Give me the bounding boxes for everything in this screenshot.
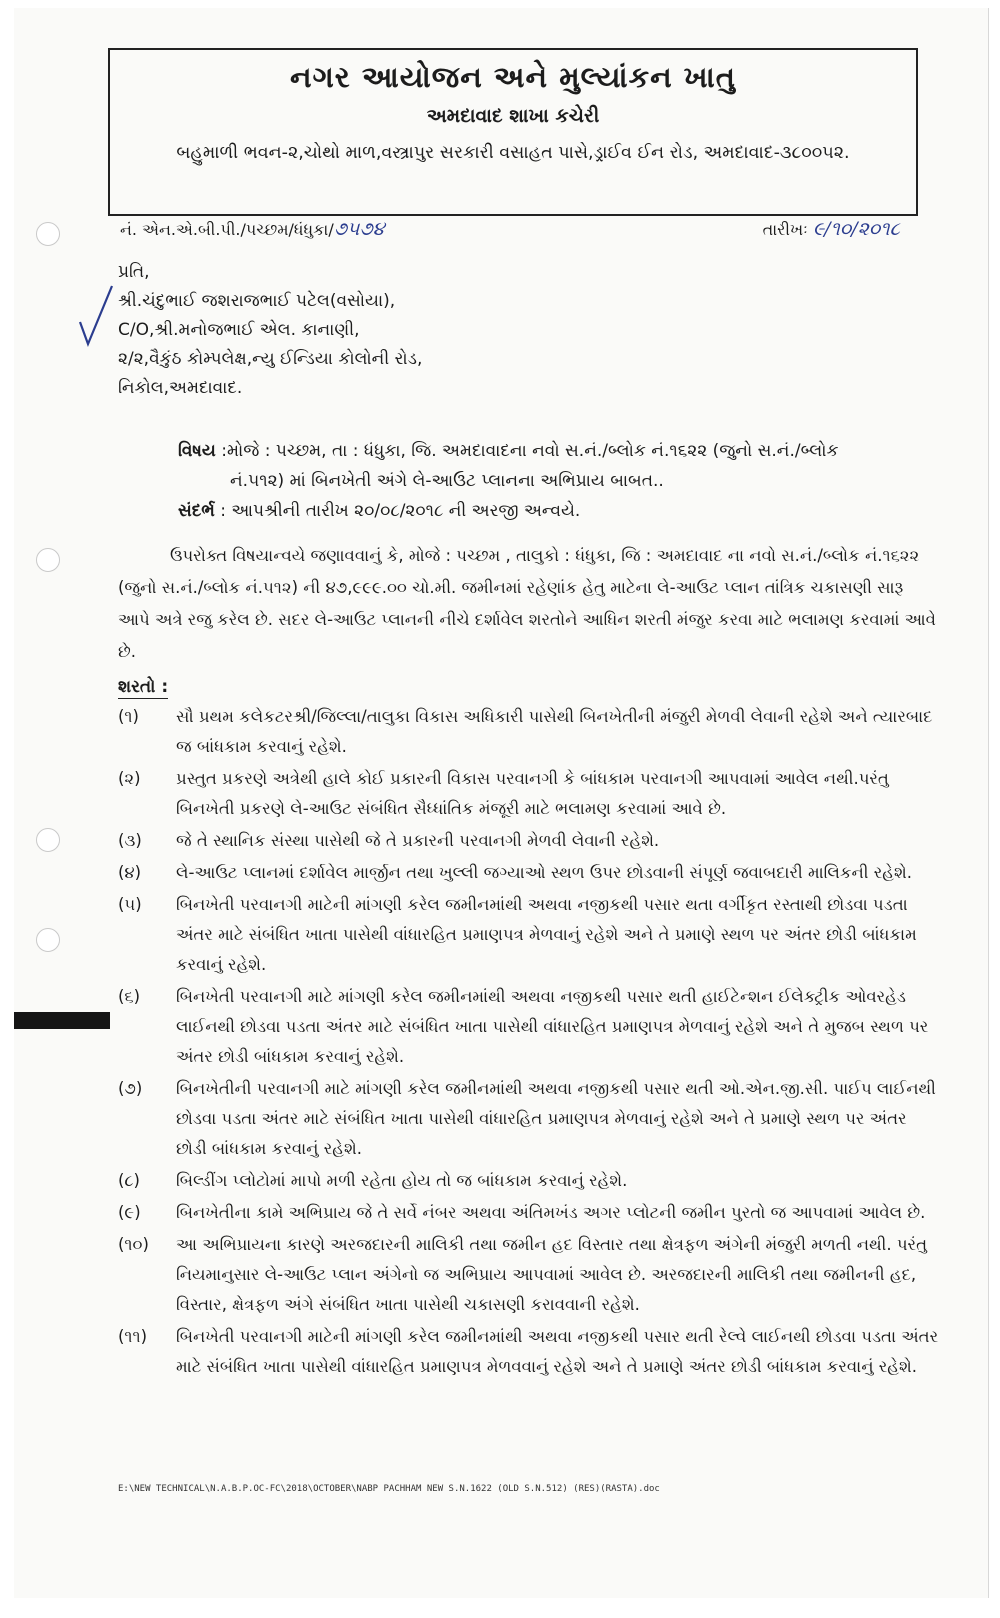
condition-number: (૧) (118, 707, 139, 726)
reference-prefix: નં. એન.એ.બી.પી./પચ્છમ/ધંધુકા/ (120, 220, 334, 239)
department-title: નગર આયોજન અને મુલ્યાંકન ખાતુ (290, 60, 736, 94)
condition-text: બિલ્ડીંગ પ્લોટોમાં માપો મળી રહેતા હોય તો જ બાંધકામ કરવાનું રહેશે. (176, 1171, 628, 1190)
reference-date (763, 218, 900, 240)
condition-item (118, 1074, 942, 1164)
date-label: તારીખઃ (762, 220, 808, 239)
redaction-bar (14, 1012, 110, 1029)
condition-item (118, 890, 942, 980)
subject-line (178, 436, 938, 466)
condition-item (118, 858, 942, 888)
recipient-line: પ્રતિ, (118, 262, 150, 282)
punch-hole (36, 222, 60, 246)
condition-text: જે તે સ્થાનિક સંસ્થા પાસેથી જે તે પ્રકારની પરવાનગી મેળવી લેવાની રહેશે. (176, 831, 660, 850)
condition-item (118, 702, 942, 762)
condition-number: (૮) (118, 1171, 140, 1190)
condition-number: (૪) (118, 863, 142, 882)
subject-text: :મોજે : પચ્છમ, તા : ધંધુકા, જિ. અમદાવાદના નવો સ.નં./બ્લોક નં.૧૬૨૨ (જુનો સ.નં./બ્લોક (221, 441, 839, 461)
condition-number: (૭) (118, 1079, 143, 1098)
condition-item (118, 982, 942, 1072)
office-address: બહુમાળી ભવન-૨,ચોથો માળ,વસ્ત્રાપુર સરકારી વસાહત પાસે,ડ્રાઈવ ઈન રોડ, અમદાવાદ-૩૮૦૦૫૨. (176, 143, 850, 163)
intro-paragraph: ઉપરોક્ત વિષયાન્વયે જણાવવાનું કે, મોજે : પચ્છમ , તાલુકો : ધંધુકા, જિ : અમદાવાદ ના નવો સ.નં./બ્લોક નં.૧૬૨૨ (જુનો સ.નં./બ્લોક નં.૫૧૨) ની ૪૭,૯૯૯.૦૦ ચો.મી. જમીનમાં રહેણાંક હેતુ માટેના લે-આઉટ પ્લાન તાંત્રિક ચકાસણી સારૂ આપે અત્રે રજુ કરેલ છે. સદર લે-આઉટ પ્લાનની નીચે દર્શાવેલ શરતોને આધિન શરતી મંજુર કરવા માટે ભલામણ કરવામાં આવે છે. (118, 546, 936, 661)
punch-hole (36, 928, 60, 952)
condition-text: બિનખેતી પરવાનગી માટેની માંગણી કરેલ જમીનમાંથી અથવા નજીકથી પસાર થતી રેલ્વે લાઈનથી છોડવા પડતા અંતર માટે સંબંધિત ખાતા પાસેથી વાંધારહિત પ્રમાણપત્ર મેળવવાનું રહેશે અને તે પ્રમાણે અંતર છોડી બાંધકામ કરવાનું રહેશે. (176, 1327, 939, 1376)
condition-item (118, 764, 942, 824)
condition-text: બિનખેતી પરવાનગી માટેની માંગણી કરેલ જમીનમાંથી અથવા નજીકથી પસાર થતા વર્ગીકૃત રસ્તાથી છોડવા પડતા અંતર માટે સંબંધિત ખાતા પાસેથી વાંધારહિત પ્રમાણપત્ર મેળવાનું રહેશે અને તે પ્રમાણે સ્થળ પર અંતર છોડી બાંધકામ કરવાનું રહેશે. (176, 895, 917, 974)
reference-number (120, 218, 384, 240)
reference-subject-line (178, 496, 938, 526)
condition-text: બિનખેતી પરવાનગી માટે માંગણી કરેલ જમીનમાંથી અથવા નજીકથી પસાર થતી હાઈટેન્શન ઈલેક્ટ્રીક ઓવરહેડ લાઈનથી છોડવા પડતા અંતર માટે સંબંધિત ખાતા પાસેથી વાંધારહિત પ્રમાણપત્ર મેળવાનું રહેશે અને તે મુજબ સ્થળ પર અંતર છોડી બાંધકામ કરવાનું રહેશે. (176, 987, 929, 1066)
condition-text: સૌ પ્રથમ કલેકટરશ્રી/જિલ્લા/તાલુકા વિકાસ અધિકારી પાસેથી બિનખેતીની મંજુરી મેળવી લેવાની રહેશે અને ત્યારબાદ જ બાંધકામ કરવાનું રહેશે. (176, 707, 933, 756)
subject-block (178, 436, 938, 526)
letterhead-box (108, 48, 918, 216)
condition-number: (૩) (118, 831, 142, 850)
conditions-heading: શરતો : (118, 677, 169, 697)
condition-text: બિનખેતીની પરવાનગી માટે માંગણી કરેલ જમીનમાંથી અથવા નજીકથી પસાર થતી ઓ.એન.જી.સી. પાઈપ લાઈનથી છોડવા પડતા અંતર માટે સંબંધિત ખાતા પાસેથી વાંધારહિત પ્રમાણપત્ર મેળવાનું રહેશે અને તે પ્રમાણે સ્થળ પર અંતર છોડી બાંધકામ કરવાનું રહેશે. (176, 1079, 936, 1158)
conditions-list (118, 702, 942, 1384)
date-value: ૯/૧૦/૨૦૧૮ (812, 218, 900, 240)
punch-hole (36, 828, 60, 852)
condition-number: (૬) (118, 987, 141, 1006)
recipient-line: નિકોલ,અમદાવાદ. (118, 378, 243, 398)
reference-label: સંદર્ભ (178, 501, 215, 521)
condition-number: (૧૦) (118, 1235, 149, 1254)
condition-number: (૨) (118, 769, 141, 788)
reference-handwritten-number: ૭૫૭૪ (333, 218, 385, 240)
recipient-line: ૨/૨,વૈકુંઠ કોમ્પલેક્ષ,ન્યુ ઈન્ડિયા કોલોની રોડ, (118, 349, 423, 369)
condition-number: (૧૧) (118, 1327, 148, 1346)
reference-text: : આપશ્રીની તારીખ ૨૦/૦૮/૨૦૧૮ ની અરજી અન્વયે. (220, 501, 581, 521)
condition-item (118, 1230, 942, 1320)
condition-number: (૯) (118, 1203, 141, 1222)
file-path-footer: E:\NEW TECHNICAL\N.A.B.P.OC-FC\2018\OCTOBER\NABP PACHHAM NEW S.N.1622 (OLD S.N.512) (RES)(RASTA).doc (118, 1484, 660, 1494)
handwritten-tick-icon (76, 282, 116, 348)
condition-text: બિનખેતીના કામે અભિપ્રાય જે તે સર્વે નંબર અથવા અંતિમખંડ અગર પ્લોટની જમીન પુરતો જ આપવામાં આવેલ છે. (176, 1203, 926, 1222)
office-name: અમદાવાદ શાખા કચેરી (426, 105, 600, 127)
subject-continuation: નં.૫૧૨) માં બિનખેતી અંગે લે-આઉટ પ્લાનના અભિપ્રાય બાબત.. (230, 471, 664, 491)
subject-label: વિષય (178, 441, 216, 461)
condition-item (118, 1166, 942, 1196)
condition-item (118, 1322, 942, 1382)
recipient-line: શ્રી.ચંદુભાઈ જશરાજભાઈ પટેલ(વસોયા), (118, 291, 396, 311)
condition-number: (૫) (118, 895, 142, 914)
condition-item (118, 826, 942, 856)
condition-text: લે-આઉટ પ્લાનમાં દર્શાવેલ માર્જીન તથા ખુલ્લી જગ્યાઓ સ્થળ ઉપર છોડવાની સંપૂર્ણ જવાબદારી માલિકની રહેશે. (176, 863, 912, 882)
condition-text: પ્રસ્તુત પ્રકરણે અત્રેથી હાલે કોઈ પ્રકારની વિકાસ પરવાનગી કે બાંધકામ પરવાનગી આપવામાં આવેલ નથી.પરંતુ બિનખેતી પ્રકરણે લે-આઉટ સંબંધિત સૈધ્ધાંતિક મંજૂરી માટે ભલામણ કરવામાં આવે છે. (176, 769, 889, 818)
recipient-address (118, 258, 422, 403)
condition-text: આ અભિપ્રાયના કારણે અરજદારની માલિકી તથા જમીન હદ વિસ્તાર તથા ક્ષેત્રફળ અંગેની મંજુરી મળતી નથી. પરંતુ નિયમાનુસાર લે-આઉટ પ્લાન અંગેનો જ અભિપ્રાય આપવામાં આવેલ છે. અરજદારની માલિકી તથા જમીનની હદ, વિસ્તાર, ક્ષેત્રફળ અંગે સંબંધિત ખાતા પાસેથી ચકાસણી કરાવવાની રહેશે. (176, 1235, 928, 1314)
condition-item (118, 1198, 942, 1228)
recipient-line: C/O,શ્રી.મનોજભાઈ એલ. કાનાણી, (118, 320, 360, 340)
punch-hole (36, 548, 60, 572)
